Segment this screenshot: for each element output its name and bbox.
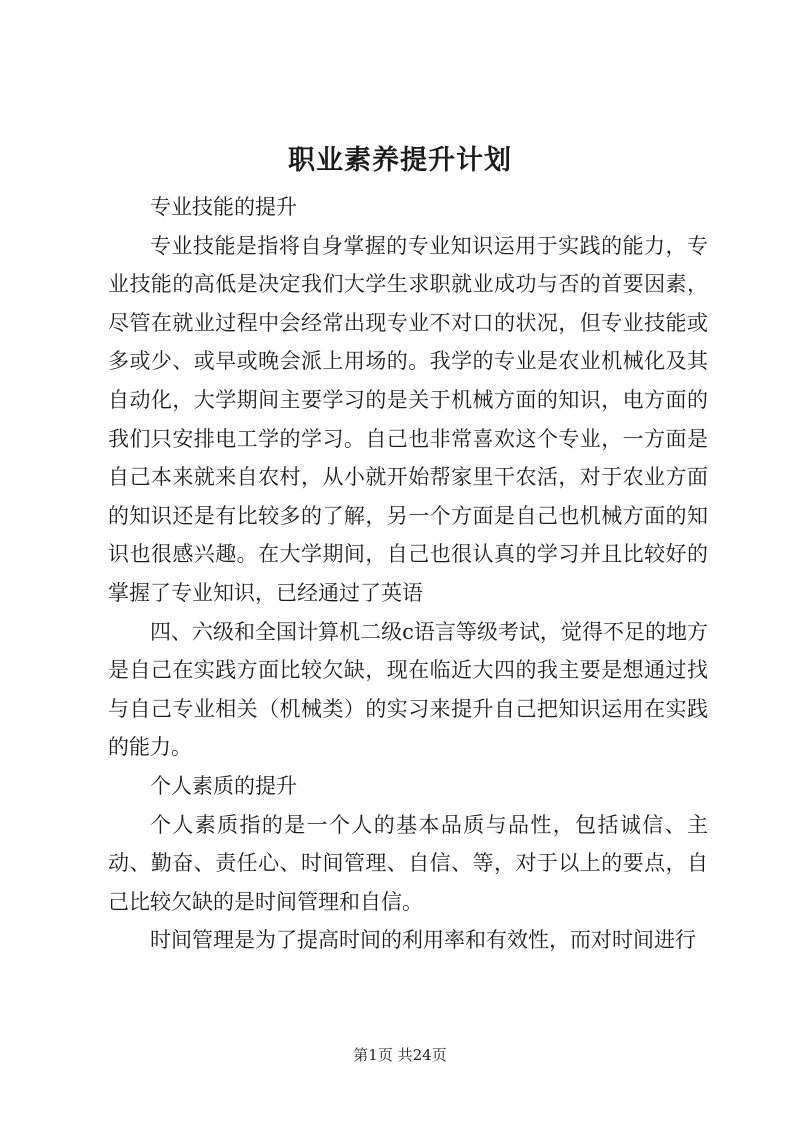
section-heading-personal-quality: 个人素质的提升 (150, 773, 297, 798)
document-title: 职业素养提升计划 (288, 145, 512, 176)
page-footer: 第1页 共24页 (353, 1046, 447, 1064)
document-body (108, 188, 708, 960)
paragraph-personal-quality: 个人素质指的是一个人的基本品质与品性，包括诚信、主动、勤奋、责任心、时间管理、自信、等，对于以上的要点，自己比较欠缺的是时间管理和自信。 (108, 812, 708, 914)
paragraph-professional-skills: 专业技能是指将自身掌握的专业知识运用于实践的能力，专业技能的高低是决定我们大学生求职就业成功与否的首要因素，尽管在就业过程中会经常出现专业不对口的状况，但专业技能或多或少、或早或晚会派上用场的。我学的专业是农业机械化及其自动化，大学期间主要学习的是关于机械方面的知识，电方面的我们只安排电工学的学习。自己也非常喜欢这个专业，一方面是自己本来就来自农村，从小就开始帮家里干农活，对于农业方面的知识还是有比较多的了解，另一个方面是自己也机械方面的知识也很感兴趣。在大学期间，自己也很认真的学习并且比较好的掌握了专业知识，已经通过了英语 (108, 233, 708, 605)
paragraph-time-management: 时间管理是为了提高时间的利用率和有效性，而对时间进行 (150, 928, 696, 953)
paragraph-exams-practice: 四、六级和全国计算机二级c语言等级考试，觉得不足的地方是自己在实践方面比较欠缺，现在临近大四的我主要是想通过找与自己专业相关（机械类）的实习来提升自己把知识运用在实践的能力。 (108, 619, 708, 760)
section-heading-professional-skills: 专业技能的提升 (150, 195, 297, 219)
